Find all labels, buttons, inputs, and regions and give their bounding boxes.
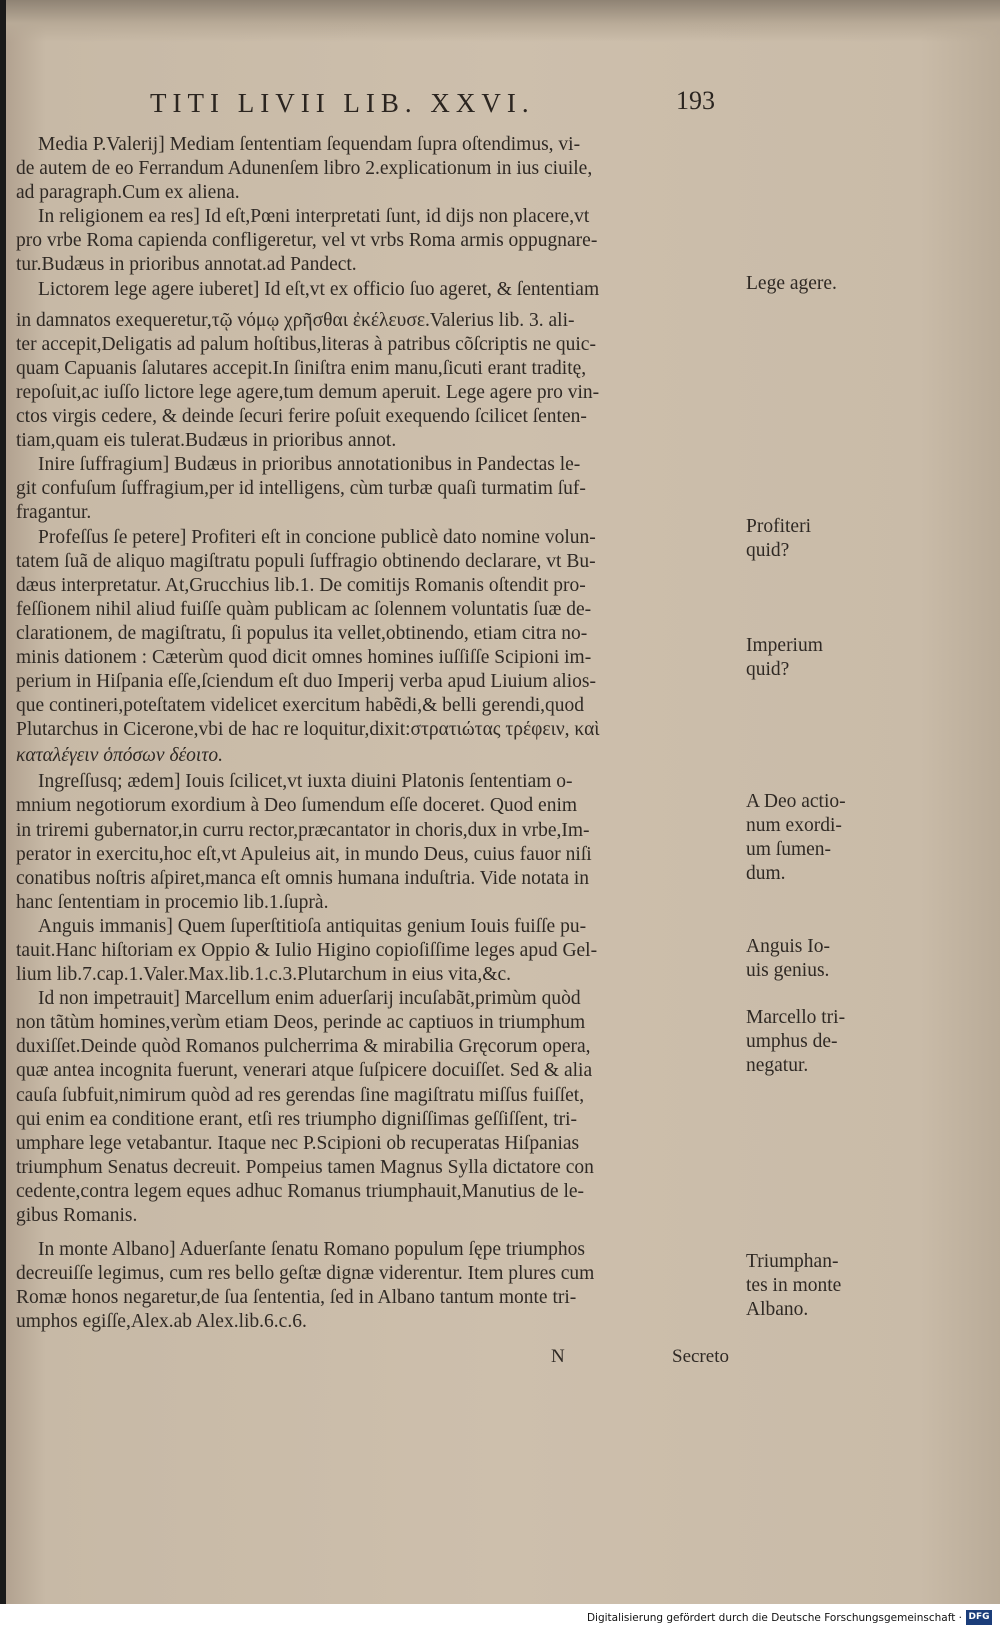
signature-mark: N xyxy=(551,1346,565,1367)
text-line: Romæ honos negaretur,de ſua ſententia, ſed in Albano tantum monte tri- xyxy=(16,1287,577,1309)
text-line: In monte Albano] Aduerſante ſenatu Romano populum ſępe triumphos xyxy=(38,1239,585,1261)
text-line: Ingreſſusq; ædem] Iouis ſcilicet,vt iuxta diuini Platonis ſententiam o- xyxy=(38,771,573,793)
commentary-text xyxy=(16,133,732,1335)
margin-note-line: Triumphan- xyxy=(746,1251,839,1272)
text-line: ad paragraph.Cum ex aliena. xyxy=(16,182,240,204)
margin-note-lege-agere xyxy=(746,272,886,296)
text-line: conatibus noſtris aſpiret,manca eſt omnis humana induſtria. Vide notata in xyxy=(16,867,590,889)
text-line: decreuiſſe legimus, cum res bello geſtæ dignæ viderentur. Item plures cum xyxy=(16,1263,595,1285)
text-line: in damnatos exequeretur,τῷ νόμῳ χρῆσθαι ἐκέλευσε.Valerius lib. 3. ali- xyxy=(16,309,575,331)
text-line: que contineri,poteſtatem videlicet exercitum habẽdi,& belli gerendi,quod xyxy=(16,695,585,717)
margin-note-triumphantes xyxy=(746,1250,886,1322)
margin-note-imperium xyxy=(746,634,886,682)
text-line: minis dationem : Cæterùm quod dicit omnes homines iuſſiſſe Scipioni im- xyxy=(16,646,592,668)
margin-note-line: Albano. xyxy=(746,1299,809,1320)
line-spacer xyxy=(16,1228,732,1238)
text-line: in triremi gubernator,in curru rector,præcantator in choris,dux in vrbe,Im- xyxy=(16,819,590,841)
catchword: Secreto xyxy=(672,1346,729,1367)
text-line: tatem ſuã de aliquo magiſtratu populi ſuffragio obtinendo declarare, vt Bu- xyxy=(16,550,596,572)
text-line: quam Capuanis ſalutares accepit.In ſiniſtra enim manu,ſicuti erant traditę, xyxy=(16,357,587,379)
line-spacer xyxy=(16,302,732,309)
text-line: git confuſum ſuffragium,per id intelligens, cùm turbæ quaſi turmatim ſuf- xyxy=(16,478,586,500)
margin-note-line: tes in monte xyxy=(746,1275,842,1296)
margin-note-line: uis genius. xyxy=(746,960,830,981)
text-line: lium lib.7.cap.1.Valer.Max.lib.1.c.3.Plutarchum in eius vita,&c. xyxy=(16,964,511,986)
text-line: umphos egiſſe,Alex.ab Alex.lib.6.c.6. xyxy=(16,1311,307,1333)
margin-note-line: Lege agere. xyxy=(746,273,837,294)
margin-note-a-deo xyxy=(746,790,886,886)
margin-note-line: Marcello tri- xyxy=(746,1007,846,1028)
margin-note-line: Anguis Io- xyxy=(746,936,830,957)
margin-note-line: quid? xyxy=(746,659,790,680)
margin-note-line: dum. xyxy=(746,863,786,884)
margin-note-line: umphus de- xyxy=(746,1031,838,1052)
text-line: ctos virgis cedere, & deinde ſecuri ferire poſuit exequendo ſcilicet ſenten- xyxy=(16,406,587,428)
margin-note-anguis xyxy=(746,935,886,983)
text-line: Profeſſus ſe petere] Profiteri eſt in concione publicè dato nomine volun- xyxy=(38,526,596,548)
text-line: feſſionem nihil aliud fuiſſe quàm publicam ac ſolennem voluntatis ſuæ de- xyxy=(16,598,592,620)
text-line: non tãtùm homines,verùm etiam Deos, perinde ac captiuos in triumphum xyxy=(16,1012,586,1034)
text-line: ter accepit,Deligatis ad palum hoſtibus,literas à patribus cõſcriptis ne quic- xyxy=(16,333,596,355)
margin-note-line: A Deo actio- xyxy=(746,791,846,812)
dfg-logo-icon: DFG xyxy=(966,1610,992,1625)
text-line: gibus Romanis. xyxy=(16,1205,138,1227)
text-line: Anguis immanis] Quem ſuperſtitioſa antiquitas genium Iouis fuiſſe pu- xyxy=(38,915,587,937)
page-number: 193 xyxy=(676,86,715,115)
text-line: mnium negotiorum exordium à Deo ſumendum eſſe doceret. Quod enim xyxy=(16,795,578,817)
text-line: umphare lege vetabantur. Itaque nec P.Scipioni ob recuperatas Hiſpanias xyxy=(16,1132,580,1154)
text-line: de autem de eo Ferrandum Adunenſem libro 2.explicationum in ius ciuile, xyxy=(16,158,593,180)
text-line: dæus interpretatur. At,Grucchius lib.1. De comitijs Romanis oſtendit pro- xyxy=(16,574,586,596)
text-line: qui enim ea conditione erant, etſi res triumpho digniſſimas geſſiſſent, tri- xyxy=(16,1108,578,1130)
text-line: Inire ſuffragium] Budæus in prioribus annotationibus in Pandectas le- xyxy=(38,454,581,476)
text-line: pro vrbe Roma capienda confligeretur, vel vt vrbs Roma armis oppugnare- xyxy=(16,230,598,252)
text-line: fragantur. xyxy=(16,502,92,524)
running-head: TITI LIVII LIB. XXVI. xyxy=(150,88,535,118)
margin-note-line: quid? xyxy=(746,540,790,561)
margin-note-line: um ſumen- xyxy=(746,839,832,860)
text-line: Lictorem lege agere iuberet] Id eſt,vt ex officio ſuo ageret, & ſententiam xyxy=(38,278,600,300)
text-line: perator in exercitu,hoc eſt,vt Apuleius ait, in mundo Deus, cuius fauor niſi xyxy=(16,843,592,865)
text-line: clarationem, de magiſtratu, ſi populus ita vellet,obtinendo, etiam citra no- xyxy=(16,622,588,644)
margin-note-profiteri xyxy=(746,515,886,563)
text-line: hanc ſententiam in procemio lib.1.ſuprà. xyxy=(16,891,329,913)
text-line: repoſuit,ac iuſſo lictore lege agere,tum demum aperuit. Lege agere pro vin- xyxy=(16,381,600,403)
text-line: tauit.Hanc hiſtoriam ex Oppio & Iulio Higino copioſiſſime leges apud Gel- xyxy=(16,940,598,961)
text-line: Id non impetrauit] Marcellum enim aduerſarij incuſabãt,primùm quòd xyxy=(38,988,581,1010)
margin-note-line: Profiteri xyxy=(746,516,811,537)
margin-note-marcello xyxy=(746,1006,886,1078)
text-line: Plutarchus in Cicerone,vbi de hac re loquitur,dixit:στρατιώτας τρέφειν, καὶ xyxy=(16,719,600,741)
margin-note-line: Imperium xyxy=(746,635,823,656)
text-line: In religionem ea res] Id eſt,Pœni interpretati ſunt, id dijs non placere,vt xyxy=(38,206,590,228)
funding-credit: Digitalisierung gefördert durch die Deutsche Forschungsgemeinschaft · xyxy=(586,1612,962,1624)
text-line: tiam,quam eis tulerat.Budæus in prioribus annot. xyxy=(16,430,397,452)
text-line: triumphum Senatus decreuit. Pompeius tamen Magnus Sylla dictatore con xyxy=(16,1156,594,1178)
digitization-footer xyxy=(0,1604,1000,1633)
text-line: καταλέγειν ὁπόσων δέοιτο. xyxy=(16,745,223,767)
text-line: cedente,contra legem eques adhuc Romanus triumphauit,Manutius de le- xyxy=(16,1180,585,1202)
margin-note-line: negatur. xyxy=(746,1055,809,1076)
text-line: cauſa ſubfuit,nimirum quòd ad res gerendas ſine magiſtratu miſſus fuiſſet, xyxy=(16,1084,585,1106)
text-line: tur.Budæus in prioribus annotat.ad Pandect. xyxy=(16,254,357,276)
text-line: duxiſſet.Deinde quòd Romanos pulcherrima & mirabilia Gręcorum opera, xyxy=(16,1036,591,1058)
text-line: Media P.Valerij] Mediam ſententiam ſequendam ſupra oſtendimus, vi- xyxy=(38,134,581,155)
text-line: quæ antea incognita fuerunt, venerari atque ſuſpicere docuiſſet. Sed & alia xyxy=(16,1060,593,1082)
page-top-edge xyxy=(6,0,1000,42)
margin-note-line: num exordi- xyxy=(746,815,842,836)
text-line: perium in Hiſpania eſſe,ſciendum eſt duo Imperij verba apud Liuium alios- xyxy=(16,671,596,693)
